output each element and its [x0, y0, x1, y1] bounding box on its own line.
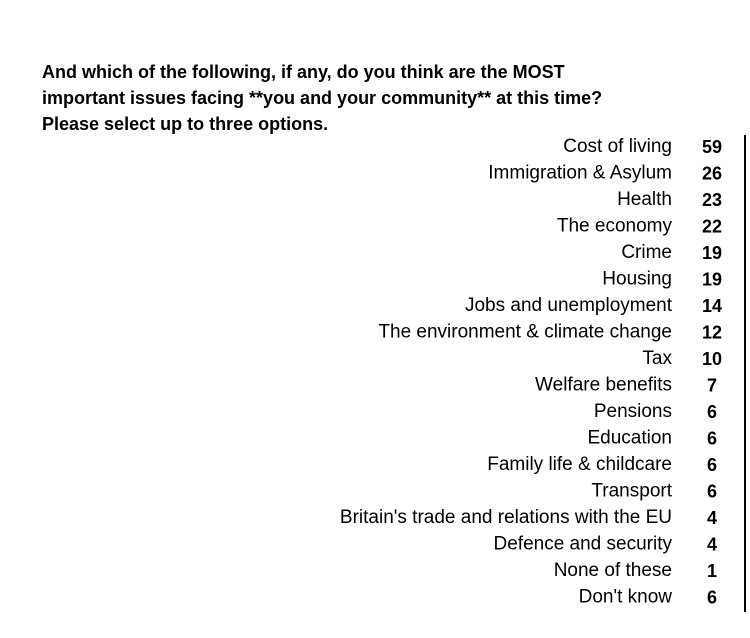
data-label: 6 — [706, 428, 718, 449]
data-label: 6 — [706, 481, 718, 502]
data-label: 22 — [701, 216, 723, 237]
data-label: 4 — [706, 508, 718, 528]
category-label: Britain's trade and relations with the EU — [339, 507, 672, 528]
data-label: 23 — [701, 190, 723, 210]
data-label: 10 — [701, 349, 723, 369]
data-label: 19 — [701, 243, 723, 263]
data-label: 26 — [701, 163, 723, 184]
data-label: 1 — [706, 561, 718, 581]
data-label: 4 — [706, 534, 718, 555]
data-label: 19 — [701, 269, 723, 290]
category-label: Jobs and unemployment — [464, 295, 672, 316]
category-label: None of these — [553, 560, 672, 581]
category-label: The environment & climate change — [378, 321, 672, 343]
data-label: 7 — [706, 375, 718, 396]
chart-title-line-2: important issues facing **you and your community** at this time? — [42, 88, 603, 108]
category-label: Education — [587, 427, 672, 449]
data-label: 59 — [701, 137, 723, 157]
category-label: Pensions — [593, 401, 672, 422]
chart-title-line-3: Please select up to three options. — [42, 114, 329, 134]
chart-title-line-1: And which of the following, if any, do you think are the MOST — [42, 62, 565, 82]
category-label: Defence and security — [493, 533, 672, 555]
data-label: 6 — [706, 402, 718, 422]
category-label: Cost of living — [563, 136, 672, 157]
data-label: 12 — [701, 322, 723, 343]
category-label: Transport — [591, 480, 672, 502]
category-label: The economy — [556, 215, 672, 237]
category-label: Immigration & Asylum — [488, 162, 672, 184]
category-label: Welfare benefits — [535, 374, 672, 396]
category-label: Family life & childcare — [487, 454, 672, 475]
category-label: Tax — [642, 348, 672, 369]
data-label: 6 — [706, 587, 718, 608]
data-label: 6 — [706, 455, 718, 475]
data-label: 14 — [701, 296, 723, 316]
category-label: Health — [617, 189, 672, 210]
category-label: Housing — [602, 268, 672, 290]
category-label: Don't know — [578, 586, 672, 608]
category-label: Crime — [621, 242, 672, 263]
